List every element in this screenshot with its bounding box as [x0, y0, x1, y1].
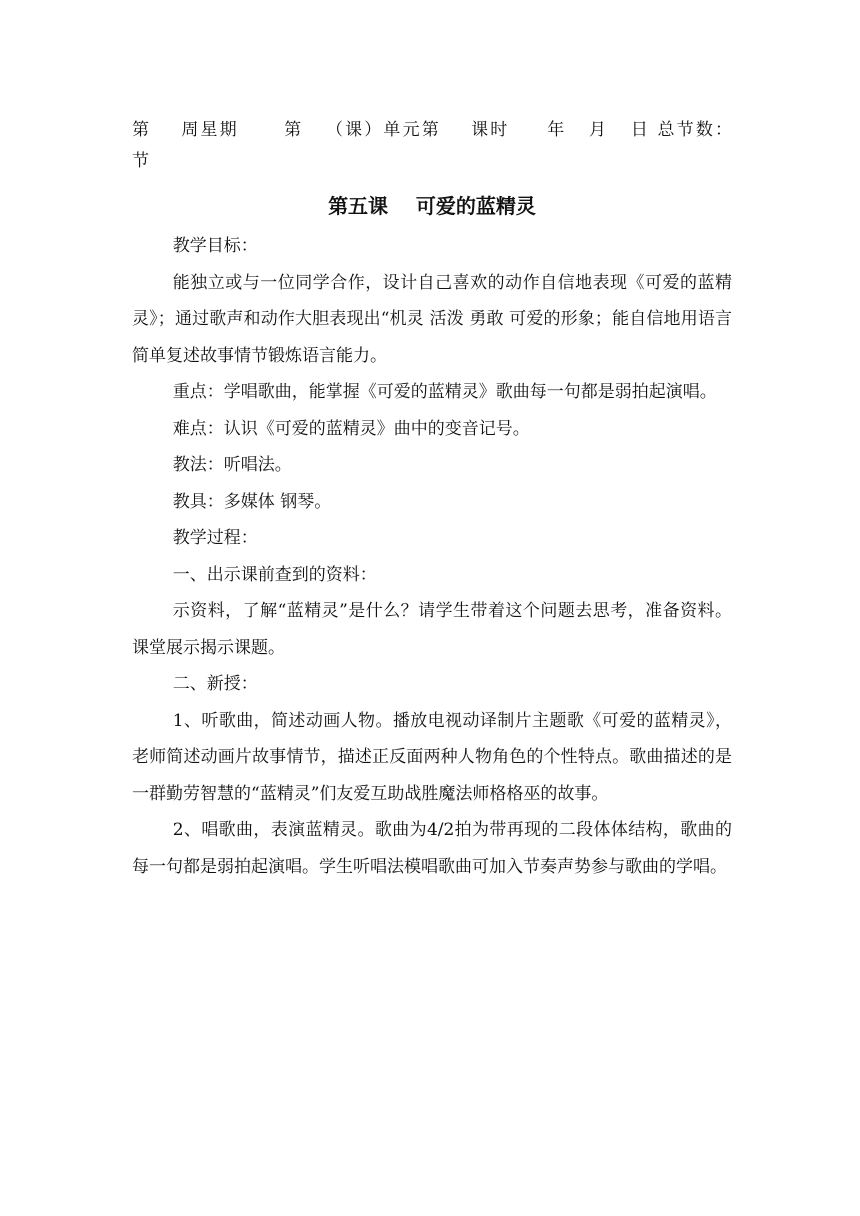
paragraph-sing-song: 2、唱歌曲，表演蓝精灵。歌曲为4/2拍为带再现的二段体体结构，歌曲的每一句都是弱拍起演唱。学生听唱法模唱歌曲可加入节奏声势参与歌曲的学唱。: [132, 820, 732, 877]
document-page: [132, 112, 732, 885]
paragraph-teaching-aids: 教具：多媒体 钢琴。: [172, 491, 332, 512]
paragraph-objectives: 能独立或与一位同学合作，设计自己喜欢的动作自信地表现《可爱的蓝精灵》；通过歌声和动作大胆表现出“机灵 活泼 勇敢 可爱的形象；能自信地用语言简单复述故事情节锻炼语言能力。: [132, 272, 732, 366]
schedule-header-tail: 节: [132, 151, 149, 171]
paragraph-key-points: 重点：学唱歌曲，能掌握《可爱的蓝精灵》歌曲每一句都是弱拍起演唱。: [172, 382, 717, 402]
paragraph-section-two: 二、新授：: [172, 674, 258, 694]
paragraph-method: 教法：听唱法。: [172, 455, 292, 475]
paragraph-difficulties: 难点：认识《可爱的蓝精灵》曲中的变音记号。: [172, 418, 530, 439]
paragraph-process-heading: 教学过程：: [172, 528, 258, 548]
paragraph-listen-song: 1、听歌曲，简述动画人物。播放电视动译制片主题歌《可爱的蓝精灵》，老师简述动画片故事情节，描述正反面两种人物角色的个性特点。歌曲描述的是一群勤劳智慧的“蓝精灵”们友爱互助战胜魔法师格格巫的故事。: [132, 710, 732, 804]
paragraph-objectives-heading: 教学目标：: [172, 236, 258, 256]
paragraph-materials: 示资料，了解“蓝精灵”是什么？请学生带着这个问题去思考，准备资料。课堂展示揭示课题。: [132, 601, 732, 658]
paragraph-section-one: 一、出示课前查到的资料：: [172, 564, 377, 585]
lesson-title: 第五课 可爱的蓝精灵: [328, 194, 536, 218]
schedule-header-line: 第 周星期 第 （课）单元第 课时 年 月 日 总节数：: [132, 120, 732, 140]
